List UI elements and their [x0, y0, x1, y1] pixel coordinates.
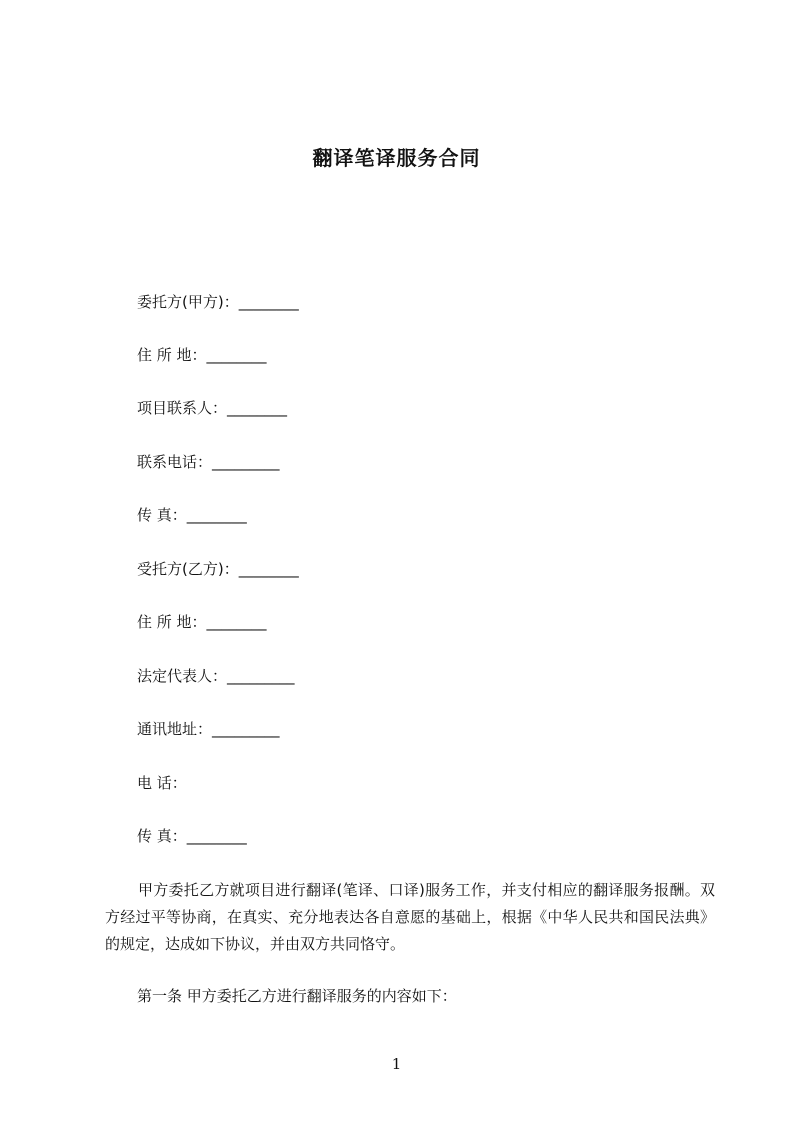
party-b-mailing-address-field: 通讯地址：_________ — [137, 720, 280, 738]
intro-paragraph: 甲方委托乙方就项目进行翻译(笔译、口译)服务工作，并支付相应的翻译服务报酬。双方经过平等协商，在真实、充分地表达各自意愿的基础上，根据《中华人民共和国民法典》的规定，达成如下协议，并由双方共同恪守。 — [105, 881, 715, 953]
party-b-address-field: 住 所 地：________ — [137, 613, 267, 631]
party-b-phone-field: 电 话： — [137, 774, 187, 792]
party-a-address-field: 住 所 地：________ — [137, 346, 267, 364]
party-a-name-field: 委托方(甲方)：________ — [137, 293, 299, 311]
page-number: 1 — [391, 1055, 402, 1073]
party-a-phone-field: 联系电话：_________ — [137, 453, 280, 471]
party-a-contact-person-field: 项目联系人：________ — [137, 399, 288, 417]
party-b-legal-representative-field: 法定代表人：_________ — [137, 667, 295, 685]
party-b-name-field: 受托方(乙方)：________ — [137, 560, 299, 578]
party-b-fax-field: 传 真：________ — [137, 827, 247, 845]
clause-1-heading: 第一条 甲方委托乙方进行翻译服务的内容如下： — [137, 987, 457, 1005]
party-a-fax-field: 传 真：________ — [137, 506, 247, 524]
document-title: 翻译笔译服务合同 — [312, 146, 481, 170]
